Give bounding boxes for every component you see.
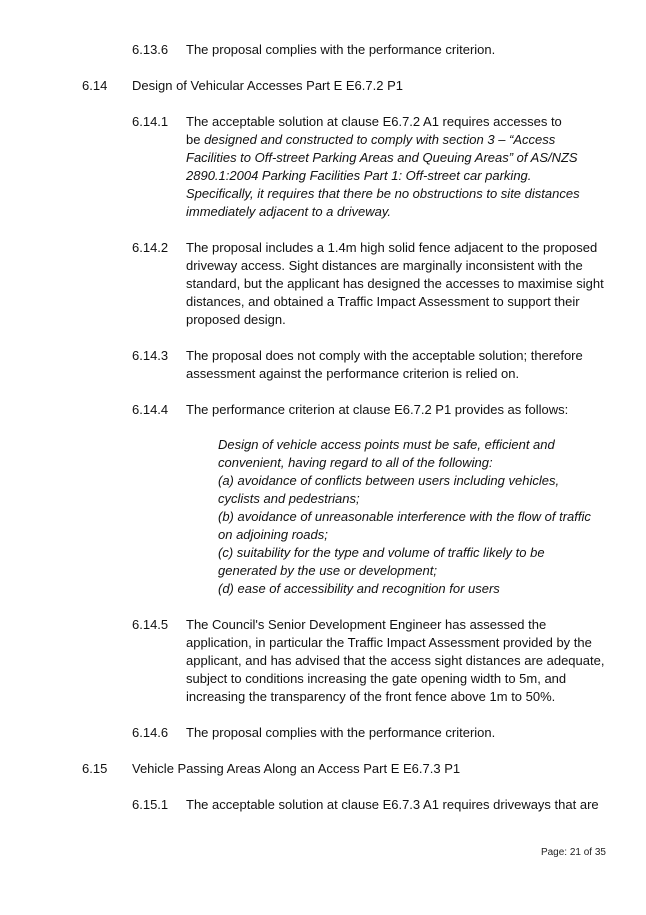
section-title: Vehicle Passing Areas Along an Access Part E E6.7.3 P1	[132, 761, 461, 776]
clause-number: 6.14.3	[132, 348, 169, 363]
clause-text	[186, 113, 606, 221]
text-line: assessment against the performance criterion is relied on.	[186, 366, 520, 381]
quote-line: Design of vehicle access points must be safe, efficient and	[218, 437, 555, 452]
text-line: driveway access. Sight distances are marginally inconsistent with the	[186, 258, 583, 273]
text-line: Facilities to Off-street Parking Areas and Queuing Areas” of AS/NZS	[186, 150, 578, 165]
text-line: The acceptable solution at clause E6.7.2 A1 requires accesses to	[186, 114, 562, 129]
clause-text	[186, 347, 606, 383]
text-line: Specifically, it requires that there be no obstructions to site distances	[186, 186, 580, 201]
quoted-criterion	[218, 436, 603, 598]
clause-number: 6.14.2	[132, 240, 169, 255]
italic-fragment: designed and constructed to comply with section 3 – “Access	[204, 132, 556, 147]
clause-number: 6.14.4	[132, 402, 169, 417]
quote-line: (a) avoidance of conflicts between users including vehicles,	[218, 473, 560, 488]
section-title: Design of Vehicular Accesses Part E E6.7.2 P1	[132, 78, 403, 93]
text-line: subject to conditions increasing the gate opening width to 5m, and	[186, 671, 567, 686]
text-line: proposed design.	[186, 312, 286, 327]
clause-text: The acceptable solution at clause E6.7.3 A1 requires driveways that are	[186, 797, 599, 812]
clause-text: The proposal complies with the performance criterion.	[186, 725, 496, 740]
text-line: increasing the transparency of the front fence above 1m to 50%.	[186, 689, 556, 704]
quote-line: (d) ease of accessibility and recognition for users	[218, 581, 500, 596]
section-number: 6.14	[82, 78, 108, 93]
text-line: The proposal does not comply with the acceptable solution; therefore	[186, 348, 583, 363]
text-fragment: be	[186, 132, 205, 147]
text-line: 2890.1:2004 Parking Facilities Part 1: Off-street car parking.	[186, 168, 532, 183]
quote-line: (c) suitability for the type and volume of traffic likely to be	[218, 545, 545, 560]
quote-line: cyclists and pedestrians;	[218, 491, 360, 506]
text-line: application, in particular the Traffic Impact Assessment provided by the	[186, 635, 592, 650]
clause-number: 6.14.1	[132, 114, 169, 129]
clause-number: 6.14.5	[132, 617, 169, 632]
quote-line: generated by the use or development;	[218, 563, 437, 578]
text-line: immediately adjacent to a driveway.	[186, 204, 391, 219]
quote-line: (b) avoidance of unreasonable interference with the flow of traffic	[218, 509, 591, 524]
clause-text	[186, 616, 606, 706]
page-number-footer: Page: 21 of 35	[540, 847, 606, 858]
clause-text: The performance criterion at clause E6.7.2 P1 provides as follows:	[186, 402, 569, 417]
clause-number: 6.14.6	[132, 725, 169, 740]
text-line: The proposal includes a 1.4m high solid fence adjacent to the proposed	[186, 240, 598, 255]
clause-text: The proposal complies with the performance criterion.	[186, 42, 496, 57]
quote-line: convenient, having regard to all of the following:	[218, 455, 493, 470]
text-line: distances, and obtained a Traffic Impact Assessment to support their	[186, 294, 580, 309]
clause-text	[186, 239, 606, 329]
text-line: standard, but the applicant has designed the accesses to maximise sight	[186, 276, 604, 291]
text-line	[186, 131, 606, 149]
section-number: 6.15	[82, 761, 108, 776]
quote-line: on adjoining roads;	[218, 527, 328, 542]
text-line: applicant, and has advised that the access sight distances are adequate,	[186, 653, 605, 668]
clause-number: 6.13.6	[132, 42, 169, 57]
clause-number: 6.15.1	[132, 797, 169, 812]
text-line: The Council's Senior Development Engineer has assessed the	[186, 617, 547, 632]
